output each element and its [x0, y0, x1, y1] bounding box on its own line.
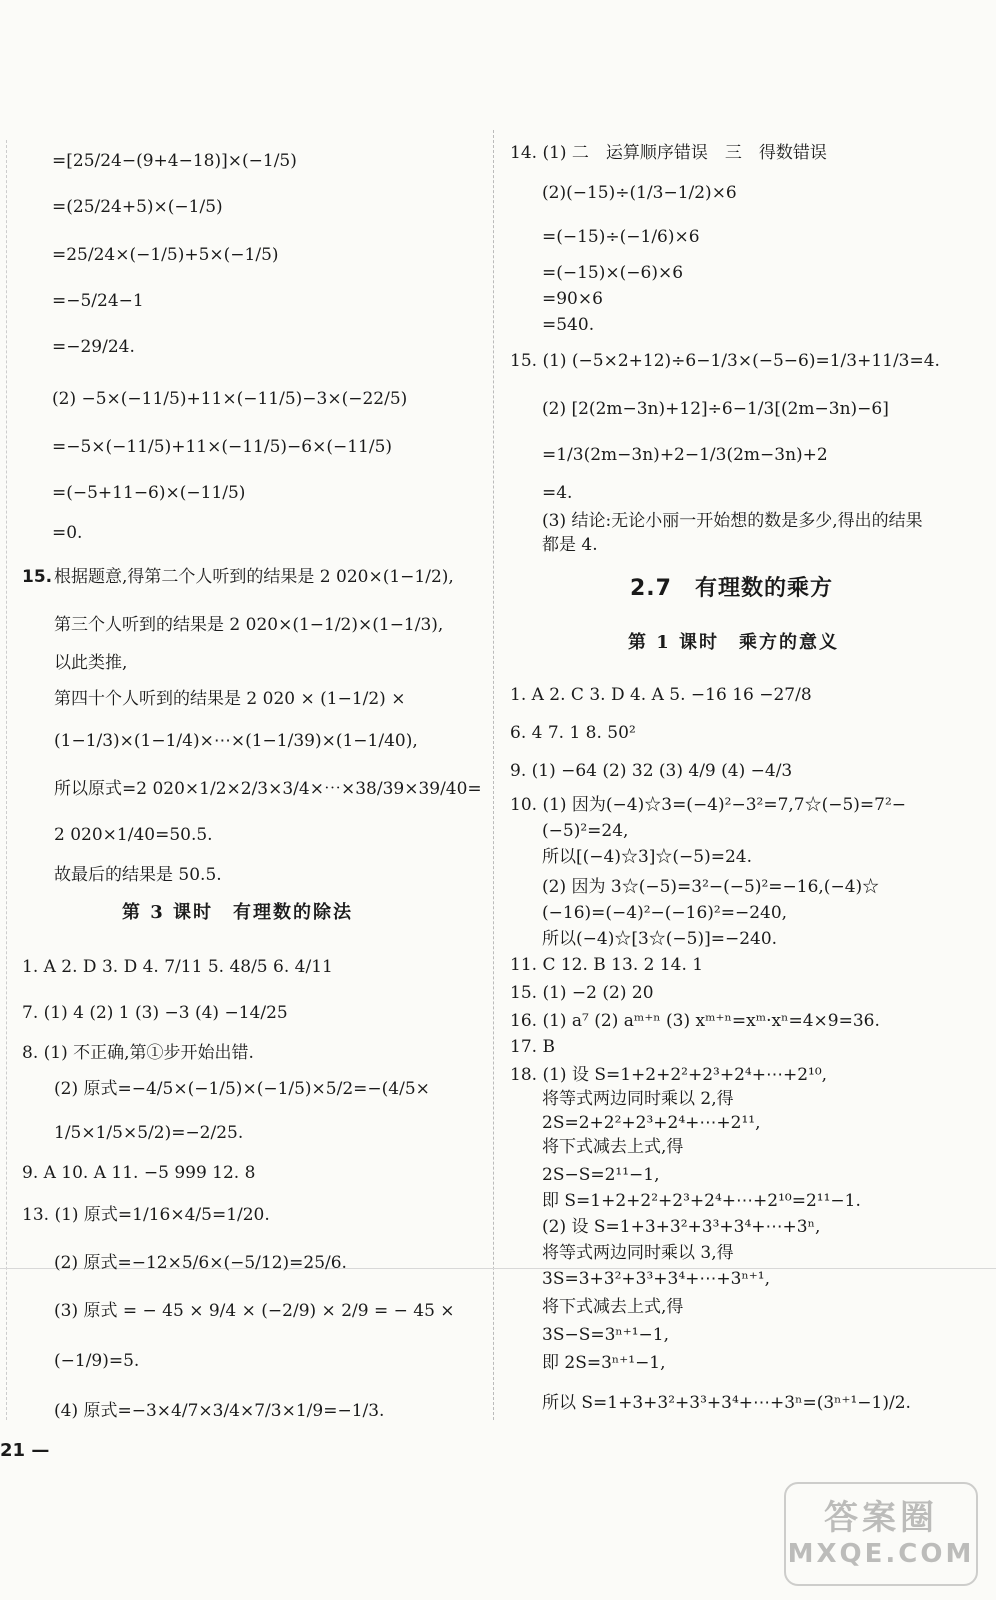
answer-line: 15. (1) (−5×2+12)÷6−1/3×(−5−6)=1/3+11/3=4.	[510, 351, 940, 371]
text-line: 第四十个人听到的结果是 2 020 × (1−1/2) ×	[54, 689, 406, 709]
text-line: 所以[(−4)☆3]☆(−5)=24.	[542, 847, 753, 867]
text-line: =[25/24−(9+4−18)]×(−1/5)	[52, 151, 297, 171]
answer-line: 10. (1) 因为(−4)☆3=(−4)²−3²=7,7☆(−5)=7²−	[510, 795, 907, 815]
text-line: (−16)=(−4)²−(−16)²=−240,	[542, 903, 788, 923]
answer-line: 16. (1) a⁷ (2) aᵐ⁺ⁿ (3) xᵐ⁺ⁿ=xᵐ·xⁿ=4×9=36.	[510, 1011, 880, 1031]
text-line: 2S−S=2¹¹−1,	[542, 1165, 660, 1185]
answer-line: 8. (1) 不正确,第①步开始出错.	[22, 1043, 254, 1063]
text-line: 以此类推,	[54, 653, 128, 673]
text-line: (1−1/3)×(1−1/4)×⋯×(1−1/39)×(1−1/40),	[54, 731, 418, 751]
left-margin-rule	[6, 140, 7, 1420]
text-line: (3) 原式 = − 45 × 9/4 × (−2/9) × 2/9 = − 45 ×	[54, 1301, 455, 1321]
lesson-title: 第 3 课时 有理数的除法	[122, 902, 354, 923]
text-line: 将等式两边同时乘以 2,得	[542, 1089, 734, 1109]
text-line: =90×6	[542, 289, 603, 309]
answer-line: 15. (1) −2 (2) 20	[510, 983, 654, 1003]
text-line: =0.	[52, 523, 83, 543]
text-line: (2) 原式=−12×5/6×(−5/12)=25/6.	[54, 1253, 347, 1273]
text-line: (2) [2(2m−3n)+12]÷6−1/3[(2m−3n)−6]	[542, 399, 889, 419]
text-line: =−5×(−11/5)+11×(−11/5)−6×(−11/5)	[52, 437, 393, 457]
text-line: 将下式减去上式,得	[542, 1297, 684, 1317]
answer-line: 1. A 2. C 3. D 4. A 5. −16 16 −27/8	[510, 685, 812, 705]
answer-line: 9. A 10. A 11. −5 999 12. 8	[22, 1163, 256, 1183]
text-line: =540.	[542, 315, 595, 335]
text-line: (−5)²=24,	[542, 821, 629, 841]
answer-line: 11. C 12. B 13. 2 14. 1	[510, 955, 704, 975]
answer-line: 1. A 2. D 3. D 4. 7/11 5. 48/5 6. 4/11	[22, 957, 333, 977]
answer-line: 9. (1) −64 (2) 32 (3) 4/9 (4) −4/3	[510, 761, 793, 781]
text-line: (−1/9)=5.	[54, 1351, 140, 1371]
page-number: 21 —	[0, 1440, 50, 1461]
text-line: 2 020×1/40=50.5.	[54, 825, 213, 845]
text-line: (3) 结论:无论小丽一开始想的数是多少,得出的结果	[542, 511, 923, 531]
text-line: 即 2S=3ⁿ⁺¹−1,	[542, 1353, 666, 1373]
text-line: =1/3(2m−3n)+2−1/3(2m−3n)+2	[542, 445, 828, 465]
text-line: 都是 4.	[542, 535, 598, 555]
text-line: 所以(−4)☆[3☆(−5)]=−240.	[542, 929, 778, 949]
text-line: 2S=2+2²+2³+2⁴+⋯+2¹¹,	[542, 1113, 761, 1133]
text-line: =25/24×(−1/5)+5×(−1/5)	[52, 245, 279, 265]
text-line: 所以原式=2 020×1/2×2/3×3/4×⋯×38/39×39/40=	[54, 779, 482, 799]
lesson-title: 第 1 课时 乘方的意义	[628, 632, 840, 653]
section-title: 2.7 有理数的乘方	[630, 576, 833, 601]
answer-line: 14. (1) 二 运算顺序错误 三 得数错误	[510, 143, 827, 163]
text-line: 3S=3+3²+3³+3⁴+⋯+3ⁿ⁺¹,	[542, 1269, 770, 1289]
text-line: 3S−S=3ⁿ⁺¹−1,	[542, 1325, 670, 1345]
text-line: 1/5×1/5×5/2)=−2/25.	[54, 1123, 244, 1143]
text-line: =(−15)×(−6)×6	[542, 263, 684, 283]
text-line: 将等式两边同时乘以 3,得	[542, 1243, 734, 1263]
answer-line: 13. (1) 原式=1/16×4/5=1/20.	[22, 1205, 270, 1225]
text-line: (2) 因为 3☆(−5)=3²−(−5)²=−16,(−4)☆	[542, 877, 880, 897]
watermark-text-cn: 答案圈	[824, 1498, 938, 1538]
text-line: 将下式减去上式,得	[542, 1137, 684, 1157]
text-line: =(−15)÷(−1/6)×6	[542, 227, 700, 247]
answer-line: 17. B	[510, 1037, 555, 1057]
text-line: =−29/24.	[52, 337, 135, 357]
text-line: (2) −5×(−11/5)+11×(−11/5)−3×(−22/5)	[52, 389, 408, 409]
text-line: =−5/24−1	[52, 291, 144, 311]
watermark-logo	[784, 1482, 978, 1586]
text-line: 根据题意,得第二个人听到的结果是 2 020×(1−1/2),	[54, 567, 454, 587]
text-line: 第三个人听到的结果是 2 020×(1−1/2)×(1−1/3),	[54, 615, 444, 635]
text-line: =(25/24+5)×(−1/5)	[52, 197, 223, 217]
watermark-text-en: MXQE.COM	[787, 1539, 975, 1569]
text-line: (2) 设 S=1+3+3²+3³+3⁴+⋯+3ⁿ,	[542, 1217, 821, 1237]
column-divider	[493, 130, 494, 1420]
text-line: 所以 S=1+3+3²+3³+3⁴+⋯+3ⁿ=(3ⁿ⁺¹−1)/2.	[542, 1393, 911, 1413]
text-line: (4) 原式=−3×4/7×3/4×7/3×1/9=−1/3.	[54, 1401, 385, 1421]
answer-line: 6. 4 7. 1 8. 50²	[510, 723, 636, 743]
question-number: 15.	[22, 567, 53, 587]
answer-line: 18. (1) 设 S=1+2+2²+2³+2⁴+⋯+2¹⁰,	[510, 1065, 828, 1085]
text-line: 故最后的结果是 50.5.	[54, 865, 222, 885]
text-line: (2)(−15)÷(1/3−1/2)×6	[542, 183, 737, 203]
answer-line: 7. (1) 4 (2) 1 (3) −3 (4) −14/25	[22, 1003, 288, 1023]
text-line: =(−5+11−6)×(−11/5)	[52, 483, 246, 503]
text-line: (2) 原式=−4/5×(−1/5)×(−1/5)×5/2=−(4/5×	[54, 1079, 430, 1099]
text-line: 即 S=1+2+2²+2³+2⁴+⋯+2¹⁰=2¹¹−1.	[542, 1191, 861, 1211]
text-line: =4.	[542, 483, 573, 503]
